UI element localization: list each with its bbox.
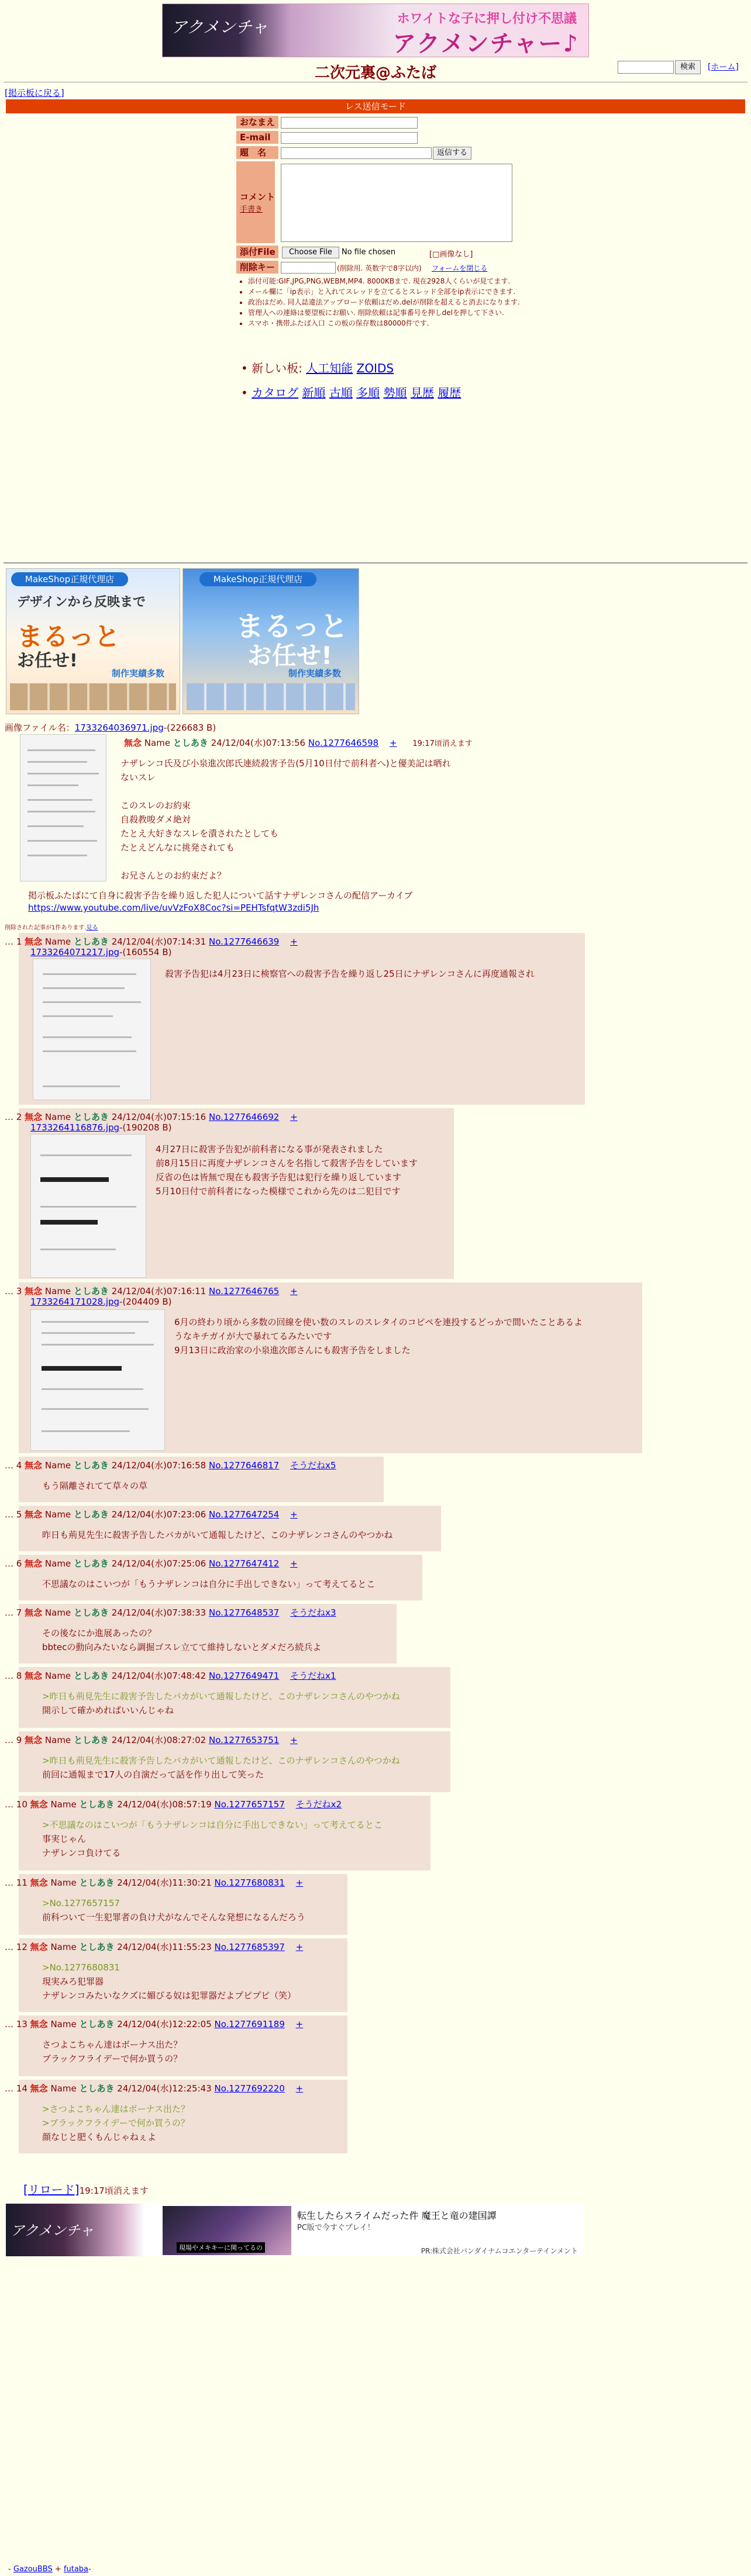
ad-image-strip [10,683,176,710]
file-label: 添付File [236,246,278,258]
board-link-ai[interactable]: 人工知能 [306,361,353,375]
reply-file-line [30,1296,171,1307]
search-input[interactable] [618,61,674,74]
note-item: • 管理人への連絡は要望板にお願い. 削除依頼は記事番号を押しdelを押して下さい. [248,307,540,318]
op-file-size: -(226683 B) [163,722,216,733]
reply-index: 8 [16,1671,22,1681]
op-thumbnail[interactable] [20,734,106,881]
reload-link[interactable]: [リロード] [23,2183,80,2197]
op-file-label: 画像ファイル名： [5,722,75,733]
reply-post-number[interactable]: No.1277647412 [208,1558,280,1569]
reply-post-number[interactable]: No.1277646639 [208,936,280,947]
email-field[interactable] [281,132,418,144]
reply-name: としあき [73,936,109,947]
ad-logo: アクメンチャ [11,2222,94,2239]
sodane-button[interactable]: + [295,2019,304,2029]
sodane-button[interactable]: そうだねx5 [290,1460,336,1471]
ad-pr: PR:株式会社バンダイナムコエンターテインメント [421,2247,578,2255]
reply-date: 24/12/04(水)07:14:31 [111,936,206,947]
reply-post-number[interactable]: No.1277653751 [208,1735,280,1745]
ad-makeshop-2[interactable] [182,568,359,714]
reply-file-line [30,947,171,957]
reply-title: 無念 [30,1877,48,1888]
submit-reply-button[interactable]: 返信する [433,147,471,160]
name-field[interactable] [281,117,418,129]
reply-date: 24/12/04(水)11:30:21 [117,1877,212,1888]
reply-file-link[interactable]: 1733264171028.jpg [30,1296,120,1307]
op-expire: 19:17頃消えます [412,739,473,748]
reply-post-number[interactable]: No.1277691189 [214,2019,285,2029]
ad-big-text: お任せ! [17,651,78,671]
reply-title: 無念 [25,1607,43,1618]
reply-index: 4 [16,1460,22,1471]
sodane-button[interactable]: + [290,1558,298,1569]
delete-key-label: 削除キー [236,261,278,274]
note-item: • 政治はだめ. 同人誌違法アップロード依頼はだめ.delが削除を超えると消去になります. [248,297,540,307]
note-item: • 添付可能:GIF,JPG,PNG,WEBM,MP4. 8000KBまで. 現在2928人くらいが見てます. [248,276,540,286]
reply-name: としあき [73,1509,109,1520]
reply-post-number[interactable]: No.1277646765 [208,1286,280,1296]
reply-name: としあき [79,1799,115,1810]
reply-date: 24/12/04(水)07:23:06 [111,1509,206,1520]
reply-body: 前科ついて一生犯罪者の負け犬がなんでそんな発想になるんだろう [42,1912,306,1923]
reply-index: 13 [16,2019,27,2029]
ad-text: 反映まで [94,595,146,610]
reply-header: … 2 無念 Name としあき 24/12/04(水)07:15:16 No.1277646692 + [5,1112,298,1122]
ad-line-1: ホワイトな子に押し付け不思議 [397,12,577,26]
sodane-button[interactable]: + [290,1286,298,1296]
reply-file-size: -(190208 B) [119,1122,172,1133]
reply-header: … 6 無念 Name としあき 24/12/04(水)07:25:06 No.1277647412 + [5,1558,298,1569]
reload-expire: 19:17頃消えます [79,2186,149,2196]
reply-title: 無念 [25,1735,43,1745]
reply-date: 24/12/04(水)07:25:06 [111,1558,206,1569]
op-file-link[interactable]: 1733264036971.jpg [74,722,164,733]
search-button[interactable]: 検索 [675,60,701,74]
reply-thumbnail[interactable] [30,1309,165,1451]
reply-index: 10 [16,1799,27,1810]
sort-old-link[interactable]: 古順 [329,386,353,400]
reply-name: としあき [79,2019,115,2029]
reply-header: … 8 無念 Name としあき 24/12/04(水)07:48:42 No.1277649471 そうだねx1 [5,1671,336,1681]
ad-big-text: お任せ! [247,641,333,670]
reply-date: 24/12/04(水)07:38:33 [111,1607,206,1618]
reply-date: 24/12/04(水)07:16:11 [111,1286,206,1296]
posting-notes [241,276,540,329]
sort-new-link[interactable]: 新順 [302,386,326,400]
deleted-note: 削除された記事が1件あります. [5,925,87,931]
reply-title: 無念 [25,1509,43,1520]
ad-subtitle: PC版で今すぐプレイ！ [297,2224,375,2232]
reply-title: 無念 [30,2019,48,2029]
reply-name: としあき [79,2083,115,2094]
op-post-number[interactable]: No.1277646598 [308,738,379,748]
ad-makeshop-1[interactable] [6,568,180,714]
reply-quote: >昨日も荊見先生に殺害予告したバカがいて通報したけど、このナザレンコさんのやつかね [42,1691,400,1702]
comment-label: コメント [240,192,275,202]
subject-label: 題 名 [236,146,278,159]
sodane-button[interactable]: + [295,1877,304,1888]
op-body: ナザレンコ氏及び小泉進次郎氏連続殺害予告(5月10日付で前科者へ)と優美記は晒れ ないスレ このスレのお約束 自殺教唆ダメ絶対 たとえ大好きなスレを潰されたとしても たとえどんなに挑発されても お兄さんとのお約束だよ？ [120,758,451,881]
reply-index: 7 [16,1607,22,1618]
reply-post-number[interactable]: No.1277648537 [208,1607,280,1618]
sodane-button[interactable]: そうだねx3 [290,1607,336,1618]
name-label: おなまえ [236,116,278,129]
sodane-button[interactable]: + [290,1509,298,1520]
reply-index: 11 [16,1877,27,1888]
footer-sep: + [52,2565,64,2574]
reply-body: 開示して確かめればいいんじゃね [42,1705,174,1716]
reply-title: 無念 [25,936,43,947]
footer-prefix: - [8,2565,13,2574]
op-youtube-link[interactable]: https://www.youtube.com/live/uvVzFoX8Coc?si=PEHTsfqtW3zdi5Jh [28,903,319,913]
reply-header: … 13 無念 Name としあき 24/12/04(水)12:22:05 No.1277691189 + [5,2019,304,2029]
ad-video-thumbnail[interactable] [163,2206,291,2255]
ad-header: MakeShop正規代理店 [11,572,128,586]
reply-name: としあき [73,1286,109,1296]
reply-post-number[interactable]: No.1277692220 [214,2083,285,2094]
sodane-button[interactable]: + [290,1735,298,1745]
ad-big-text: まるっと [17,622,120,652]
reply-header: … 9 無念 Name としあき 24/12/04(水)08:27:02 No.1277653751 + [5,1735,298,1745]
delete-key-note: (削除用. 英数字で8字以内) [337,264,422,272]
no-file-text: No file chosen [342,248,396,257]
ad-header: MakeShop正規代理店 [199,572,316,586]
catalog-links-row: • カタログ 新順 古順 多順 勢順 見歴 履歴 [241,386,461,400]
reply-index: 14 [16,2083,27,2094]
sodane-button[interactable]: + [290,1112,298,1122]
sodane-button[interactable]: + [290,936,298,947]
reply-body: 不思議なのはこいつが「もうナザレンコは自分に手出しできない」って考えてるとこ [42,1579,376,1589]
reply-name: としあき [73,1735,109,1745]
reply-post-number[interactable]: No.1277646692 [208,1112,280,1122]
reload-row [23,2180,149,2197]
board-link-zoids[interactable]: ZOIDS [356,361,394,375]
home-link[interactable]: [ホーム] [708,63,739,72]
op-date: 24/12/04(水)07:13:56 [211,738,306,748]
reply-name: としあき [79,1942,115,1952]
sodane-button[interactable]: + [295,2083,304,2094]
deleted-note-line [5,922,98,931]
reply-name: としあき [73,1671,109,1681]
reply-name: としあき [73,1558,109,1569]
choose-file-button[interactable]: Choose File [282,247,339,258]
reply-post-number[interactable]: No.1277680831 [214,1877,285,1888]
ad-video-caption: 現場やメキキーに関ってるの [177,2242,265,2253]
sort-many-link[interactable]: 多順 [356,386,380,400]
reply-file-line [30,1122,171,1133]
reply-file-link[interactable]: 1733264116876.jpg [30,1122,120,1133]
reply-name: としあき [73,1607,109,1618]
new-boards-label: 新しい板: [252,361,302,375]
reply-mode-bar: レス送信モード [6,99,745,113]
reply-index: 3 [16,1286,22,1296]
reply-index: 9 [16,1735,22,1745]
reply-quote: >No.1277680831 [42,1962,120,1973]
reply-date: 24/12/04(水)12:22:05 [117,2019,212,2029]
ad-foot: 制作実績多数 [288,668,342,679]
reply-index: 2 [16,1112,22,1122]
reply-header: … 11 無念 Name としあき 24/12/04(水)11:30:21 No.1277680831 + [5,1877,304,1888]
comment-label-cell [236,161,275,243]
reply-thumbnail[interactable] [33,959,151,1100]
reply-date: 24/12/04(水)11:55:23 [117,1942,212,1952]
close-form-link[interactable]: フォームを閉じる [432,264,488,272]
reply-title: 無念 [25,1286,43,1296]
reply-date: 24/12/04(水)07:16:58 [111,1460,206,1471]
reply-header: … 3 無念 Name としあき 24/12/04(水)07:16:11 No.1277646765 + [5,1286,298,1296]
note-item: • スマホ・携帯ふたば入口 この板の保存数は80000件です. [248,318,540,329]
reply-date: 24/12/04(水)07:15:16 [111,1112,206,1122]
reply-body: 事実じゃん ナザレンコ負けてる [42,1834,121,1858]
reply-header: … 7 無念 Name としあき 24/12/04(水)07:38:33 No.1277648537 そうだねx3 [5,1607,336,1618]
back-to-board-link[interactable]: [掲示板に戻る] [5,88,64,98]
reply-name: としあき [73,1460,109,1471]
reply-header: … 10 無念 Name としあき 24/12/04(水)08:57:19 No.1277657157 そうだねx2 [5,1799,342,1810]
reply-body: 6月の終わり頃から多数の回線を使い数のスレのスレタイのコピペを連投するどっかで間いたことあるよ うなキチガイが大で暴れてるみたいです 9月13日に政治家の小泉進次郎さんにも殺害予告をしました [174,1317,583,1356]
page-title: 二次元裏@ふたば [314,64,436,82]
reply-name: としあき [73,1112,109,1122]
op-sodane-button[interactable]: + [390,738,397,748]
ad-title: 転生したらスライムだった件 魔王と竜の建国譚 [297,2210,497,2221]
ad-big-text: まるっと [236,610,349,643]
ad-foot: 制作実績多数 [112,668,165,679]
reply-file-size: -(204409 B) [119,1296,172,1307]
footer [8,2565,91,2574]
reply-date: 24/12/04(水)07:48:42 [111,1671,206,1681]
reply-header: … 12 無念 Name としあき 24/12/04(水)11:55:23 No.1277685397 + [5,1942,304,1952]
comment-textarea[interactable] [281,164,512,242]
reply-quote: >昨日も荊見先生に殺害予告したバカがいて通報したけど、このナザレンコさんのやつかね [42,1755,400,1766]
reply-file-size: -(160554 B) [119,947,172,957]
history-link[interactable]: 履歴 [437,386,461,400]
note-item: • メール欄に「ip表示」と入れてスレッドを立てるとスレッド全部をip表示にできます. [248,286,540,297]
reply-index: 6 [16,1558,22,1569]
reply-body: 顔なじと肥くもんじゃねぇよ [42,2132,157,2142]
delete-key-field[interactable] [281,262,336,274]
show-deleted-link[interactable]: 見る [86,925,98,931]
sort-momentum-link[interactable]: 勢順 [383,386,407,400]
reply-file-link[interactable]: 1733264071217.jpg [30,947,120,957]
reply-quote: >さつよこちゃん達はボーナス出た？ >ブラックフライデーで何か買うの？ [42,2104,190,2128]
reply-index: 1 [16,936,22,947]
op-name: としあき [173,738,208,748]
op-body-archive: 掲示板ふたばにて自身に殺害予告を繰り返した犯人について話すナザレンコさんの配信アーカイブ [28,890,413,901]
reply-title: 無念 [25,1112,43,1122]
catalog-link[interactable]: カタログ [252,386,299,400]
ad-text: デザインから [17,595,94,610]
sodane-button[interactable]: + [295,1942,304,1952]
email-label: E-mail [236,131,278,144]
sodane-button[interactable]: そうだねx2 [295,1799,342,1810]
reply-header: … 4 無念 Name としあき 24/12/04(水)07:16:58 No.1277646817 そうだねx5 [5,1460,336,1471]
reply-post-number[interactable]: No.1277647254 [208,1509,280,1520]
reply-post-number[interactable]: No.1277685397 [214,1942,285,1952]
sodane-button[interactable]: そうだねx1 [290,1671,336,1681]
reply-index: 12 [16,1942,27,1952]
reply-quote: >不思議なのはこいつが「もうナザレンコは自分に手出しできない」って考えてるとこ [42,1820,383,1830]
reply-date: 24/12/04(水)12:25:43 [117,2083,212,2094]
reply-title: 無念 [25,1460,43,1471]
op-name-label: Name [144,738,171,748]
reply-quote: >No.1277657157 [42,1898,120,1908]
reply-body: その後なにか進展あったの？ bbtecの動向みたいなら調掘ゴスレ立てて維持しないとダメだろ続兵よ [42,1628,322,1652]
reply-post-number[interactable]: No.1277649471 [208,1671,280,1681]
reply-header: … 1 無念 Name としあき 24/12/04(水)07:14:31 No.1277646639 + [5,936,298,947]
reply-post-number[interactable]: No.1277646817 [208,1460,280,1471]
reply-body: もう隔離されてて草々の草 [42,1481,148,1491]
reply-post-number[interactable]: No.1277657157 [214,1799,285,1810]
ad-logo: アクメンチャ [171,18,268,37]
reply-body: 殺害予告犯は4月23日に検察官への殺害予告を繰り返し25日にナザレンコさんに再度通報され [165,969,535,979]
reply-body: 4月27日に殺害予告犯が前科者になる事が発表されました 前8月15日に再度ナザレンコさんを名指して殺害予告をしています 反省の色は皆無で現在も殺害予告犯は犯行を繰り返しています 5月10日付で前科者になった模様でこれから先のは二犯目です [156,1144,418,1197]
reply-index: 5 [16,1509,22,1520]
reply-title: 無念 [30,1942,48,1952]
reply-title: 無念 [30,1799,48,1810]
ad-image-strip [187,683,355,710]
divider [4,562,747,563]
reply-title: 無念 [30,2083,48,2094]
oekaki-link[interactable]: 手書き [240,205,263,214]
futaba-link[interactable]: futaba [63,2565,89,2574]
reply-body: 前回に通報まで17人の自演だって話を作り出して笑った [42,1769,264,1780]
reply-date: 24/12/04(水)08:57:19 [117,1799,212,1810]
ad-line-2: アクメンチャー♪ [392,30,579,57]
reply-date: 24/12/04(水)08:27:02 [111,1735,206,1745]
view-history-link[interactable]: 見歴 [410,386,434,400]
reply-name: としあき [79,1877,115,1888]
reply-body: さつよこちゃん達はボーナス出た？ ブラックフライデーで何か買うの？ [42,2039,182,2064]
reply-body: 昨日も荊見先生に殺害予告したバカがいて通報したけど、このナザレンコさんのやつかね [42,1530,393,1540]
bottom-ad-banner[interactable] [6,2204,584,2256]
reply-body: 現実みろ犯罪器 ナザレンコみたいなクズに媚びる奴は犯罪器だよプピプピ（笑） [42,1976,297,2001]
reply-header: … 5 無念 Name としあき 24/12/04(水)07:23:06 No.1277647254 + [5,1509,298,1520]
op-title: 無念 [124,738,142,748]
no-image-checkbox[interactable]: [□画像なし] [429,250,473,259]
subject-field[interactable] [281,147,432,159]
gazoubbs-link[interactable]: GazouBBS [13,2565,53,2574]
reply-title: 無念 [25,1558,43,1569]
top-ad-banner[interactable] [162,4,589,57]
reply-thumbnail[interactable] [30,1134,146,1278]
new-boards-row: • 新しい板: 人工知能 ZOIDS [241,361,394,375]
reply-title: 無念 [25,1671,43,1681]
op-file-line [5,721,216,734]
op-header [124,737,473,749]
reply-header: … 14 無念 Name としあき 24/12/04(水)12:25:43 No.1277692220 + [5,2083,304,2094]
footer-suffix: - [88,2565,91,2574]
